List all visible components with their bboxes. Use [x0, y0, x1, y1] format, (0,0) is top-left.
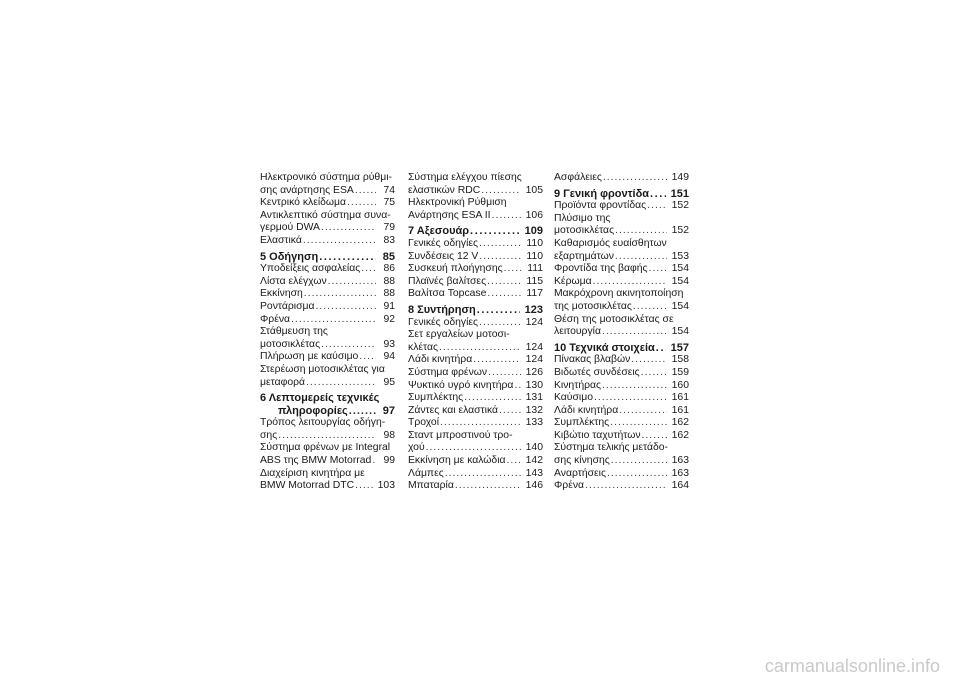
- toc-entry[interactable]: Ψυκτικό υγρό κινητήρα ..... 130: [408, 380, 543, 393]
- page-number: 111: [527, 263, 543, 275]
- page-number: 154: [671, 263, 689, 275]
- page-number: 115: [526, 275, 543, 287]
- toc-entry[interactable]: κλέτας ..... 124: [408, 342, 543, 355]
- toc-entry[interactable]: σης ανάρτησης ESA ..... 74: [260, 185, 395, 198]
- page-number: 99: [383, 455, 395, 467]
- page-number: 131: [525, 392, 543, 404]
- page-number: 75: [383, 197, 395, 209]
- page-number: 110: [526, 237, 543, 249]
- page-number: 86: [383, 263, 395, 275]
- toc-entry-continued: Πλύσιμο της: [554, 212, 611, 224]
- page-number: 162: [671, 429, 689, 441]
- toc-entry-continued: Σετ εργαλείων μοτοσι-: [408, 329, 510, 341]
- page-number: 88: [383, 288, 395, 300]
- page-number: 154: [671, 275, 689, 287]
- page-number: 151: [670, 187, 689, 200]
- toc-chapter-heading[interactable]: 9 Γενική φροντίδα ..... 151: [554, 188, 689, 201]
- page-number: 152: [671, 225, 689, 237]
- toc-entry[interactable]: χού ..... 140: [408, 442, 543, 455]
- toc-entry[interactable]: Φρένα ..... 92: [260, 314, 395, 327]
- toc-entry[interactable]: σης κίνησης ..... 163: [554, 455, 689, 468]
- page-number: 132: [525, 404, 543, 416]
- page-number: 159: [671, 366, 689, 378]
- page-number: 133: [525, 417, 543, 429]
- page-number: 162: [671, 417, 689, 429]
- toc-entry[interactable]: Συνδέσεις 12 V ..... 110: [408, 251, 543, 264]
- page-number: 126: [525, 366, 543, 378]
- toc-entry[interactable]: Μπαταρία ..... 146: [408, 480, 543, 493]
- toc-entry[interactable]: γερμού DWA ..... 79: [260, 222, 395, 235]
- toc-entry[interactable]: Ζάντες και ελαστικά ..... 132: [408, 405, 543, 418]
- toc-entry-continued: Καθαρισμός ευαίσθητων: [554, 237, 667, 249]
- toc-entry[interactable]: λειτουργία ..... 154: [554, 326, 689, 339]
- toc-entry[interactable]: Κιβώτιο ταχυτήτων ..... 162: [554, 430, 689, 443]
- toc-entry[interactable]: Κινητήρας ..... 160: [554, 380, 689, 393]
- toc-entry[interactable]: Βαλίτσα Topcase ..... 117: [408, 288, 543, 301]
- toc-entry[interactable]: Ασφάλειες ..... 149: [554, 172, 689, 185]
- page-number: 160: [671, 379, 689, 391]
- page-number: 88: [383, 275, 395, 287]
- toc-entry[interactable]: Λάμπες ..... 143: [408, 468, 543, 481]
- toc-entry[interactable]: Προϊόντα φροντίδας ..... 152: [554, 200, 689, 213]
- page-number: 124: [525, 316, 543, 328]
- toc-entry-continued: Διαχείριση κινητήρα με: [260, 467, 365, 479]
- toc-entry[interactable]: Συμπλέκτης ..... 162: [554, 417, 689, 430]
- toc-entry[interactable]: Λάδι κινητήρα ..... 124: [408, 354, 543, 367]
- toc-column-3: [554, 172, 689, 493]
- toc-entry[interactable]: Σύστημα φρένων ..... 126: [408, 367, 543, 380]
- page-number: 92: [383, 313, 395, 325]
- toc-chapter-heading[interactable]: πληροφορίες ..... 97: [260, 405, 395, 418]
- toc-entry[interactable]: Ανάρτησης ESA II ..... 106: [408, 210, 543, 223]
- toc-entry[interactable]: Καύσιμο ..... 161: [554, 392, 689, 405]
- toc-entry[interactable]: μοτοσικλέτας ..... 152: [554, 225, 689, 238]
- toc-chapter-heading: 6 Λεπτομερείς τεχνικές: [260, 392, 380, 405]
- page-number: 93: [383, 338, 395, 350]
- page-number: 98: [383, 429, 395, 441]
- toc-chapter-heading[interactable]: 8 Συντήρηση ..... 123: [408, 304, 543, 317]
- page-number: 161: [671, 404, 689, 416]
- page-number: 140: [525, 442, 543, 454]
- page-number: 124: [525, 341, 543, 353]
- page-number: 164: [671, 480, 689, 492]
- watermark: carmanualsonline.info: [764, 656, 940, 676]
- toc-chapter-heading[interactable]: 10 Τεχνικά στοιχεία ..... 157: [554, 342, 689, 355]
- page-number: 154: [671, 326, 689, 338]
- toc-entry-continued: Ηλεκτρονικό σύστημα ρύθμι-: [260, 172, 392, 183]
- toc-entry-continued: Θέση της μοτοσικλέτας σε: [554, 313, 674, 325]
- toc-entry[interactable]: σης ..... 98: [260, 430, 395, 443]
- page-number: 153: [671, 250, 689, 262]
- toc-entry[interactable]: εξαρτημάτων ..... 153: [554, 251, 689, 264]
- toc-column-1: [260, 172, 395, 493]
- toc-entry[interactable]: Τροχοί ..... 133: [408, 417, 543, 430]
- page-number: 105: [525, 184, 543, 196]
- page-number: 124: [525, 354, 543, 366]
- page-number: 157: [670, 341, 689, 354]
- toc-entry-continued: Σταντ μπροστινού τρο-: [408, 429, 513, 441]
- toc-entry[interactable]: Πλαϊνές βαλίτσες ..... 115: [408, 276, 543, 289]
- toc-entry-continued: Μακρόχρονη ακινητοποίηση: [554, 288, 684, 300]
- page-number: 95: [383, 376, 395, 388]
- toc-entry[interactable]: Γενικές οδηγίες ..... 124: [408, 317, 543, 330]
- toc-entry[interactable]: BMW Motorrad DTC ..... 103: [260, 480, 395, 493]
- toc-entry[interactable]: Συσκευή πλοήγησης ..... 111: [408, 263, 543, 276]
- page-number: 74: [383, 184, 395, 196]
- page-number: 149: [671, 172, 689, 183]
- toc-entry[interactable]: Κεντρικό κλείδωμα ..... 75: [260, 197, 395, 210]
- toc-entry-continued: Σύστημα τελικής μετάδο-: [554, 442, 668, 454]
- toc-entry-continued: Στάθμευση της: [260, 326, 328, 338]
- toc-entry[interactable]: Εκκίνηση με καλώδια ..... 142: [408, 455, 543, 468]
- page-number: 97: [382, 404, 395, 417]
- page-number: 152: [671, 200, 689, 212]
- toc-entry[interactable]: μοτοσικλέτας ..... 93: [260, 339, 395, 352]
- toc-entry-continued: Σύστημα ελέγχου πίεσης: [408, 172, 522, 183]
- toc-entry[interactable]: της μοτοσικλέτας ..... 154: [554, 301, 689, 314]
- page-number: 163: [671, 467, 689, 479]
- toc-entry[interactable]: Γενικές οδηγίες ..... 110: [408, 238, 543, 251]
- page-number: 123: [524, 303, 543, 316]
- page-number: 106: [525, 209, 543, 221]
- page-number: 103: [377, 480, 395, 492]
- toc-entry[interactable]: Κέρωμα ..... 154: [554, 276, 689, 289]
- page-number: 94: [383, 351, 395, 363]
- page-number: 117: [526, 288, 543, 300]
- page-number: 79: [383, 222, 395, 234]
- page-number: 91: [383, 300, 395, 312]
- toc-entry[interactable]: μεταφορά ..... 95: [260, 377, 395, 390]
- toc-entry-continued: Ηλεκτρονική Ρύθμιση: [408, 197, 507, 209]
- page-number: 85: [382, 250, 395, 263]
- toc-entry[interactable]: Υποδείξεις ασφαλείας ..... 86: [260, 263, 395, 276]
- toc-entry[interactable]: Φροντίδα της βαφής ..... 154: [554, 263, 689, 276]
- toc-chapter-heading[interactable]: 7 Αξεσουάρ ..... 109: [408, 225, 543, 238]
- page-number: 143: [525, 467, 543, 479]
- page-number: 110: [526, 250, 543, 262]
- toc-entry[interactable]: ABS της BMW Motorrad ..... 99: [260, 455, 395, 468]
- page-number: 109: [524, 225, 543, 238]
- toc-entry[interactable]: Λίστα ελέγχων ..... 88: [260, 276, 395, 289]
- toc-entry[interactable]: Πλήρωση με καύσιμο ..... 94: [260, 351, 395, 364]
- toc-column-2: [408, 172, 543, 493]
- page-number: 142: [525, 455, 543, 467]
- toc-entry[interactable]: ελαστικών RDC ..... 105: [408, 185, 543, 198]
- toc-entry[interactable]: Πίνακας βλαβών ..... 158: [554, 354, 689, 367]
- toc-entry[interactable]: Βιδωτές συνδέσεις ..... 159: [554, 367, 689, 380]
- toc-entry[interactable]: Συμπλέκτης ..... 131: [408, 392, 543, 405]
- page-number: 161: [671, 392, 689, 404]
- page-number: 158: [671, 354, 689, 366]
- toc-entry[interactable]: Αναρτήσεις ..... 163: [554, 468, 689, 481]
- page-number: 83: [383, 234, 395, 246]
- toc-entry[interactable]: Ροντάρισμα ..... 91: [260, 301, 395, 314]
- toc-entry-continued: Σύστημα φρένων με Integral: [260, 442, 391, 454]
- page-number: 130: [525, 379, 543, 391]
- toc-entry[interactable]: Ελαστικά ..... 83: [260, 235, 395, 248]
- toc-entry[interactable]: Εκκίνηση ..... 88: [260, 288, 395, 301]
- toc-entry-continued: Στερέωση μοτοσικλέτας για: [260, 363, 385, 375]
- toc-entry[interactable]: Φρένα ..... 164: [554, 480, 689, 493]
- toc-entry-continued: Αντικλεπτικό σύστημα συνα-: [260, 209, 391, 221]
- toc-chapter-heading[interactable]: 5 Οδήγηση ..... 85: [260, 251, 395, 264]
- page-number: 154: [671, 300, 689, 312]
- toc-entry[interactable]: Λάδι κινητήρα ..... 161: [554, 405, 689, 418]
- toc-entry-continued: Τρόπος λειτουργίας οδήγη-: [260, 417, 386, 429]
- page-number: 163: [671, 455, 689, 467]
- page-number: 146: [525, 480, 543, 492]
